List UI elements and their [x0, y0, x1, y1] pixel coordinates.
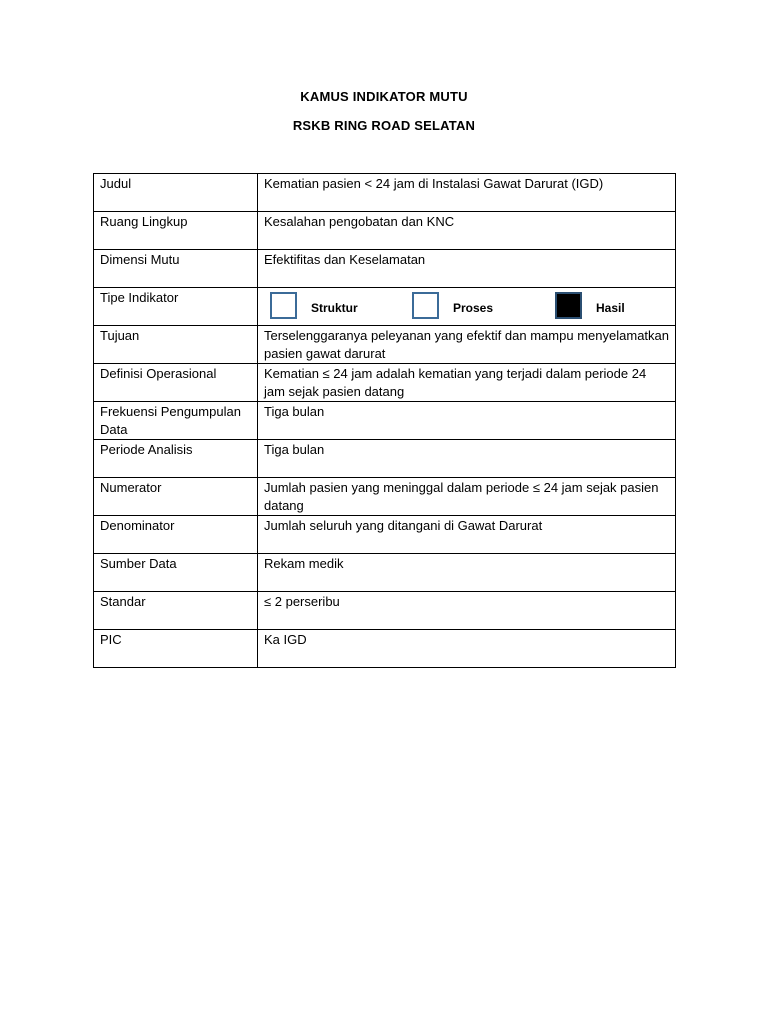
table-row — [94, 250, 676, 288]
row-label-numerator: Numerator — [94, 478, 258, 516]
row-label-tipe-indikator: Tipe Indikator — [94, 288, 258, 326]
table-row — [94, 288, 676, 326]
row-label-frekuensi: Frekuensi Pengumpulan Data — [94, 402, 258, 440]
row-label-sumber-data: Sumber Data — [94, 554, 258, 592]
option-label-struktur: Struktur — [311, 301, 358, 315]
option-label-hasil: Hasil — [596, 301, 625, 315]
row-label-ruang-lingkup: Ruang Lingkup — [94, 212, 258, 250]
checkbox-proses[interactable] — [412, 292, 439, 319]
row-label-pic: PIC — [94, 630, 258, 668]
row-value-ruang-lingkup: Kesalahan pengobatan dan KNC — [258, 212, 676, 250]
document-subtitle: RSKB RING ROAD SELATAN — [292, 118, 476, 133]
row-label-periode-analisis: Periode Analisis — [94, 440, 258, 478]
row-label-tujuan: Tujuan — [94, 326, 258, 364]
table-row — [94, 478, 676, 516]
option-hasil[interactable] — [555, 292, 625, 319]
checkbox-hasil[interactable] — [555, 292, 582, 319]
table-row — [94, 440, 676, 478]
checkbox-struktur[interactable] — [270, 292, 297, 319]
row-value-tipe-indikator — [258, 288, 676, 326]
row-value-denominator: Jumlah seluruh yang ditangani di Gawat Darurat — [258, 516, 676, 554]
row-value-judul: Kematian pasien < 24 jam di Instalasi Gawat Darurat (IGD) — [258, 174, 676, 212]
row-value-dimensi-mutu: Efektifitas dan Keselamatan — [258, 250, 676, 288]
indicator-table — [93, 173, 676, 668]
table-row — [94, 592, 676, 630]
row-value-pic: Ka IGD — [258, 630, 676, 668]
row-value-definisi-operasional: Kematian ≤ 24 jam adalah kematian yang terjadi dalam periode 24 jam sejak pasien datang — [258, 364, 676, 402]
row-label-denominator: Denominator — [94, 516, 258, 554]
table-row — [94, 630, 676, 668]
document-title: KAMUS INDIKATOR MUTU — [300, 89, 468, 104]
row-value-tujuan: Terselenggaranya peleyanan yang efektif dan mampu menyelamatkan pasien gawat darurat — [258, 326, 676, 364]
table-row — [94, 554, 676, 592]
table-row — [94, 364, 676, 402]
row-label-definisi-operasional: Definisi Operasional — [94, 364, 258, 402]
row-value-frekuensi: Tiga bulan — [258, 402, 676, 440]
option-proses[interactable] — [412, 292, 493, 319]
option-label-proses: Proses — [453, 301, 494, 315]
table-row — [94, 174, 676, 212]
table-row — [94, 516, 676, 554]
row-value-sumber-data: Rekam medik — [258, 554, 676, 592]
option-struktur[interactable] — [270, 292, 358, 319]
table-row — [94, 402, 676, 440]
table-row — [94, 326, 676, 364]
row-value-numerator: Jumlah pasien yang meninggal dalam periode ≤ 24 jam sejak pasien datang — [258, 478, 676, 516]
table-row — [94, 212, 676, 250]
row-value-periode-analisis: Tiga bulan — [258, 440, 676, 478]
row-value-standar: ≤ 2 perseribu — [258, 592, 676, 630]
row-label-dimensi-mutu: Dimensi Mutu — [94, 250, 258, 288]
row-label-judul: Judul — [94, 174, 258, 212]
row-label-standar: Standar — [94, 592, 258, 630]
